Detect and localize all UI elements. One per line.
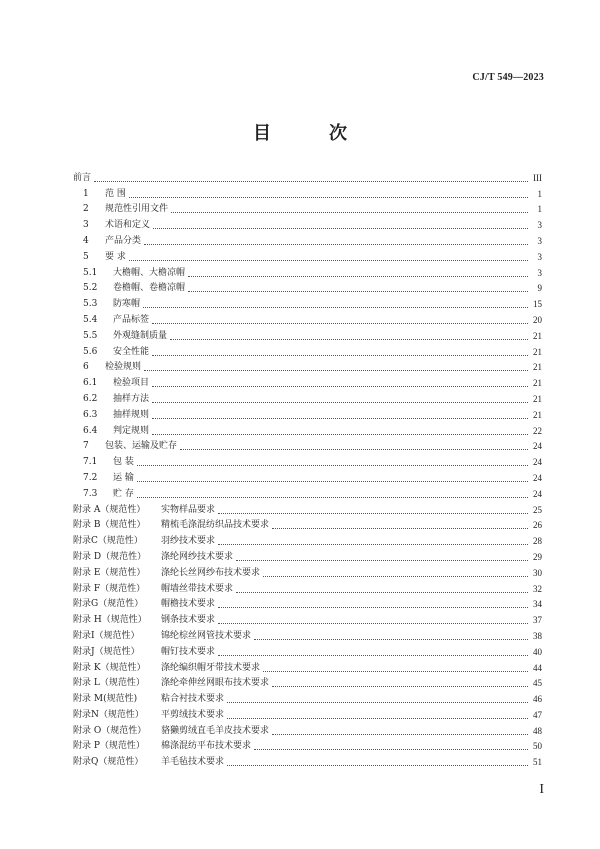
toc-entry-label — [73, 252, 126, 263]
toc-entry[interactable] — [73, 468, 542, 484]
toc-entry[interactable] — [73, 563, 542, 579]
toc-page-number: 1 — [537, 188, 542, 199]
toc-appendix-number: 附录 P（规范性） — [73, 741, 145, 752]
toc-entry[interactable] — [73, 547, 542, 563]
toc-page-number: 9 — [537, 283, 542, 294]
toc-page-number: 21 — [533, 362, 542, 373]
toc-section-number: 7 — [83, 441, 89, 452]
toc-page-number: 45 — [533, 678, 542, 689]
toc-section-number: 4 — [83, 235, 89, 246]
toc-page-number: 21 — [533, 330, 542, 341]
toc-entry-label — [73, 268, 185, 279]
toc-entry-label — [73, 757, 224, 768]
toc-entry-label — [73, 441, 177, 452]
dot-leader — [170, 339, 528, 340]
toc-entry-title: 外观缝制质量 — [113, 330, 168, 341]
toc-appendix-number: 附录 B（规范性） — [73, 520, 146, 531]
toc-entry[interactable] — [73, 405, 542, 421]
toc-section-number: 6 — [83, 362, 89, 373]
toc-page-number: 46 — [533, 694, 542, 705]
toc-entry-title: 羽纱技术要求 — [161, 536, 216, 547]
toc-entry-label — [73, 394, 149, 405]
toc-page-number: 24 — [533, 457, 542, 468]
toc-entry[interactable] — [73, 342, 542, 358]
toc-entry-title: 钢条技术要求 — [161, 615, 216, 626]
toc-entry[interactable] — [73, 579, 542, 595]
toc-entry-label — [73, 631, 251, 642]
toc-entry[interactable] — [73, 531, 542, 547]
toc-entry-title: 貉獭剪绒直毛羊皮技术要求 — [161, 725, 270, 736]
toc-appendix-number: 附录 K（规范性） — [73, 662, 146, 673]
toc-page-number: 3 — [537, 251, 542, 262]
toc-section-number: 5.5 — [83, 330, 98, 341]
toc-entry-label — [73, 647, 215, 658]
toc-entry-label — [73, 283, 185, 294]
toc-entry-title: 锦纶棕丝网管技术要求 — [161, 630, 252, 641]
dot-leader — [152, 386, 528, 387]
toc-page-number: 44 — [533, 662, 542, 673]
toc-entry-title: 抽样规则 — [113, 409, 150, 420]
dot-leader — [272, 734, 528, 735]
toc-entry-label — [73, 568, 260, 579]
toc-section-number: 5 — [83, 251, 89, 262]
toc-page-number: 20 — [533, 314, 542, 325]
toc-entry-title: 羊毛毡技术要求 — [161, 757, 225, 768]
toc-section-number: 6.3 — [83, 409, 98, 420]
toc-entry-label — [73, 505, 215, 516]
toc-entry[interactable] — [73, 310, 542, 326]
toc-section-number: 2 — [83, 204, 89, 215]
toc-entry-title: 范 围 — [105, 188, 126, 199]
toc-entry[interactable] — [73, 294, 542, 310]
dot-leader — [254, 639, 528, 640]
toc-page-number: 37 — [533, 615, 542, 626]
dot-leader — [227, 765, 528, 766]
toc-page-number: 3 — [537, 235, 542, 246]
toc-entry-label — [73, 615, 215, 626]
toc-appendix-number: 附录 H（规范性） — [73, 615, 147, 626]
toc-appendix-number: 附录 A（规范性） — [73, 504, 146, 515]
toc-entry[interactable] — [73, 674, 542, 690]
toc-entry-title: 前言 — [73, 172, 92, 183]
toc-entry-title: 术语和定义 — [105, 220, 151, 231]
toc-entry[interactable] — [73, 168, 542, 184]
dot-leader — [143, 307, 528, 308]
toc-entry-label — [73, 536, 215, 547]
dot-leader — [236, 560, 528, 561]
toc-entry-label — [73, 236, 141, 247]
toc-page-number: III — [533, 172, 542, 183]
toc-entry-label — [73, 741, 251, 752]
page-title: 目 次 — [253, 123, 367, 144]
toc-entry[interactable] — [73, 721, 542, 737]
standard-code: CJ/T 549—2023 — [472, 72, 544, 83]
toc-entry-label — [73, 457, 134, 468]
toc-entry-label — [73, 299, 140, 310]
toc-entry-title: 安全性能 — [113, 346, 150, 357]
toc-section-number: 7.1 — [83, 457, 98, 468]
toc-entry-title: 实物样品要求 — [161, 504, 216, 515]
toc-entry-title: 粘合衬技术要求 — [161, 694, 225, 705]
table-of-contents — [73, 168, 542, 768]
toc-entry-label — [73, 710, 224, 721]
toc-entry-title: 棉涤混纺平布技术要求 — [161, 741, 252, 752]
toc-entry-title: 精梳毛涤混纺织品技术要求 — [161, 520, 270, 531]
toc-entry[interactable] — [73, 200, 542, 216]
dot-leader — [227, 702, 528, 703]
toc-entry-title: 涤纶编织帽牙带技术要求 — [161, 662, 261, 673]
dot-leader — [152, 402, 528, 403]
toc-appendix-number: 附录 F（规范性） — [73, 583, 146, 594]
toc-appendix-number: 附录I（规范性） — [73, 630, 140, 641]
toc-entry-title: 检验项目 — [113, 378, 150, 389]
toc-page-number: 21 — [533, 409, 542, 420]
toc-entry[interactable] — [73, 452, 542, 468]
dot-leader — [152, 418, 528, 419]
dot-leader — [137, 481, 528, 482]
toc-entry[interactable] — [73, 389, 542, 405]
toc-page-number: 3 — [537, 267, 542, 278]
toc-appendix-number: 附录C（规范性） — [73, 536, 143, 547]
toc-entry-title: 帽墙丝带技术要求 — [161, 583, 234, 594]
toc-appendix-number: 附录J（规范性） — [73, 646, 140, 657]
toc-entry[interactable] — [73, 658, 542, 674]
toc-page-number: 32 — [533, 583, 542, 594]
toc-appendix-number: 附录 O（规范性） — [73, 725, 147, 736]
toc-entry-label — [73, 173, 91, 184]
toc-section-number: 6.1 — [83, 378, 98, 389]
toc-section-number: 5.4 — [83, 314, 98, 325]
toc-entry-title: 大檐帽、大檐凉帽 — [113, 267, 186, 278]
dot-leader — [272, 528, 528, 529]
toc-section-number: 5.6 — [83, 346, 98, 357]
toc-entry-label — [73, 189, 126, 200]
toc-entry[interactable] — [73, 421, 542, 437]
toc-entry-label — [73, 220, 150, 231]
toc-entry-label — [73, 489, 134, 500]
dot-leader — [188, 291, 528, 292]
toc-page-number: 1 — [537, 204, 542, 215]
toc-entry[interactable] — [73, 279, 542, 295]
dot-leader — [129, 197, 528, 198]
toc-page-number: 24 — [533, 488, 542, 499]
toc-entry[interactable] — [73, 484, 542, 500]
toc-appendix-number: 附录N（规范性） — [73, 709, 144, 720]
toc-page-number: 51 — [533, 757, 542, 768]
toc-page-number: 30 — [533, 567, 542, 578]
toc-entry[interactable] — [73, 326, 542, 342]
toc-page-number: 47 — [533, 709, 542, 720]
toc-entry-label — [73, 204, 168, 215]
dot-leader — [218, 607, 528, 608]
dot-leader — [137, 465, 528, 466]
toc-entry-title: 帽檐技术要求 — [161, 599, 216, 610]
toc-entry-label — [73, 347, 149, 358]
toc-entry-title: 卷檐帽、卷檐凉帽 — [113, 283, 186, 294]
dot-leader — [263, 576, 528, 577]
toc-page-number: 22 — [533, 425, 542, 436]
toc-entry-label — [73, 663, 260, 674]
toc-section-number: 3 — [83, 220, 89, 231]
toc-entry-title: 检验规则 — [105, 362, 142, 373]
toc-entry-label — [73, 726, 269, 737]
toc-entry[interactable] — [73, 437, 542, 453]
toc-section-number: 7.3 — [83, 488, 98, 499]
dot-leader — [94, 181, 528, 182]
toc-entry[interactable] — [73, 516, 542, 532]
toc-page-number: 34 — [533, 599, 542, 610]
toc-appendix-number: 附录 D（规范性） — [73, 551, 147, 562]
toc-entry-title: 产品标签 — [113, 314, 150, 325]
dot-leader — [254, 749, 528, 750]
toc-entry-title: 运 输 — [113, 472, 134, 483]
toc-entry-title: 涤纶长丝网纱布技术要求 — [161, 567, 261, 578]
toc-page-number: 24 — [533, 441, 542, 452]
toc-entry-label — [73, 315, 149, 326]
toc-section-number: 5.1 — [83, 267, 98, 278]
toc-section-number: 1 — [83, 188, 89, 199]
toc-page-number: 28 — [533, 536, 542, 547]
toc-entry-title: 判定规则 — [113, 425, 150, 436]
toc-appendix-number: 附录Q（规范性） — [73, 757, 144, 768]
toc-appendix-number: 附录 M(规范性) — [73, 694, 138, 705]
toc-entry[interactable] — [73, 184, 542, 200]
toc-entry-label — [73, 694, 224, 705]
toc-entry-title: 抽样方法 — [113, 393, 150, 404]
toc-entry-title: 贮 存 — [113, 488, 134, 499]
toc-entry-title: 涤纶牵伸丝网眼布技术要求 — [161, 678, 270, 689]
toc-page-number: 29 — [533, 551, 542, 562]
toc-entry[interactable] — [73, 689, 542, 705]
toc-page-number: 48 — [533, 725, 542, 736]
dot-leader — [272, 686, 528, 687]
toc-entry[interactable] — [73, 642, 542, 658]
toc-entry-label — [73, 473, 134, 484]
toc-section-number: 6.2 — [83, 393, 98, 404]
toc-page-number: 24 — [533, 472, 542, 483]
toc-entry-title: 产品分类 — [105, 235, 142, 246]
toc-entry-title: 包 装 — [113, 457, 134, 468]
dot-leader — [263, 671, 528, 672]
toc-entry-label — [73, 410, 149, 421]
toc-entry-label — [73, 331, 167, 342]
toc-entry-label — [73, 520, 269, 531]
toc-entry-title: 平剪绒技术要求 — [161, 709, 225, 720]
toc-entry-label — [73, 584, 233, 595]
toc-entry-title: 涤纶网纱技术要求 — [161, 551, 234, 562]
dot-leader — [218, 655, 528, 656]
toc-section-number: 6.4 — [83, 425, 98, 436]
toc-entry[interactable] — [73, 247, 542, 263]
toc-appendix-number: 附录 E（规范性） — [73, 567, 146, 578]
toc-page-number: 40 — [533, 646, 542, 657]
toc-entry[interactable] — [73, 705, 542, 721]
toc-entry[interactable] — [73, 215, 542, 231]
dot-leader — [218, 544, 528, 545]
toc-page-number: 21 — [533, 393, 542, 404]
toc-page-number: 21 — [533, 378, 542, 389]
toc-entry-label — [73, 362, 141, 373]
toc-entry-label — [73, 378, 149, 389]
toc-entry[interactable] — [73, 610, 542, 626]
dot-leader — [153, 228, 528, 229]
dot-leader — [129, 260, 528, 261]
dot-leader — [144, 370, 528, 371]
toc-page-number: 38 — [533, 630, 542, 641]
dot-leader — [188, 276, 528, 277]
toc-entry-title: 要 求 — [105, 251, 126, 262]
toc-entry[interactable] — [73, 263, 542, 279]
toc-entry-label — [73, 599, 215, 610]
toc-appendix-number: 附录 L（规范性） — [73, 678, 145, 689]
toc-entry[interactable] — [73, 595, 542, 611]
dot-leader — [152, 355, 528, 356]
toc-entry-label — [73, 552, 233, 563]
toc-entry-title: 包装、运输及贮存 — [105, 441, 178, 452]
toc-page-number: 50 — [533, 741, 542, 752]
toc-page-number: 21 — [533, 346, 542, 357]
toc-appendix-number: 附录G（规范性） — [73, 599, 144, 610]
toc-entry-title: 规范性引用文件 — [105, 204, 169, 215]
toc-entry-label — [73, 426, 149, 437]
toc-section-number: 7.2 — [83, 472, 98, 483]
page-folio: I — [539, 782, 544, 797]
toc-entry-title: 帽钉技术要求 — [161, 646, 216, 657]
toc-section-number: 5.2 — [83, 283, 98, 294]
toc-section-number: 5.3 — [83, 299, 98, 310]
toc-entry[interactable] — [73, 373, 542, 389]
toc-entry[interactable] — [73, 752, 542, 768]
toc-page-number: 3 — [537, 220, 542, 231]
toc-entry-label — [73, 678, 269, 689]
dot-leader — [144, 244, 528, 245]
toc-entry[interactable] — [73, 358, 542, 374]
dot-leader — [152, 434, 528, 435]
toc-entry[interactable] — [73, 500, 542, 516]
toc-page-number: 25 — [533, 504, 542, 515]
dot-leader — [171, 212, 528, 213]
dot-leader — [227, 718, 528, 719]
toc-page-number: 15 — [533, 299, 542, 310]
dot-leader — [180, 449, 528, 450]
dot-leader — [137, 497, 528, 498]
toc-entry[interactable] — [73, 737, 542, 753]
toc-entry[interactable] — [73, 626, 542, 642]
toc-entry-title: 防寒帽 — [113, 299, 141, 310]
dot-leader — [218, 623, 528, 624]
toc-page-number: 26 — [533, 520, 542, 531]
dot-leader — [236, 592, 528, 593]
toc-entry[interactable] — [73, 231, 542, 247]
dot-leader — [218, 513, 528, 514]
dot-leader — [152, 323, 528, 324]
